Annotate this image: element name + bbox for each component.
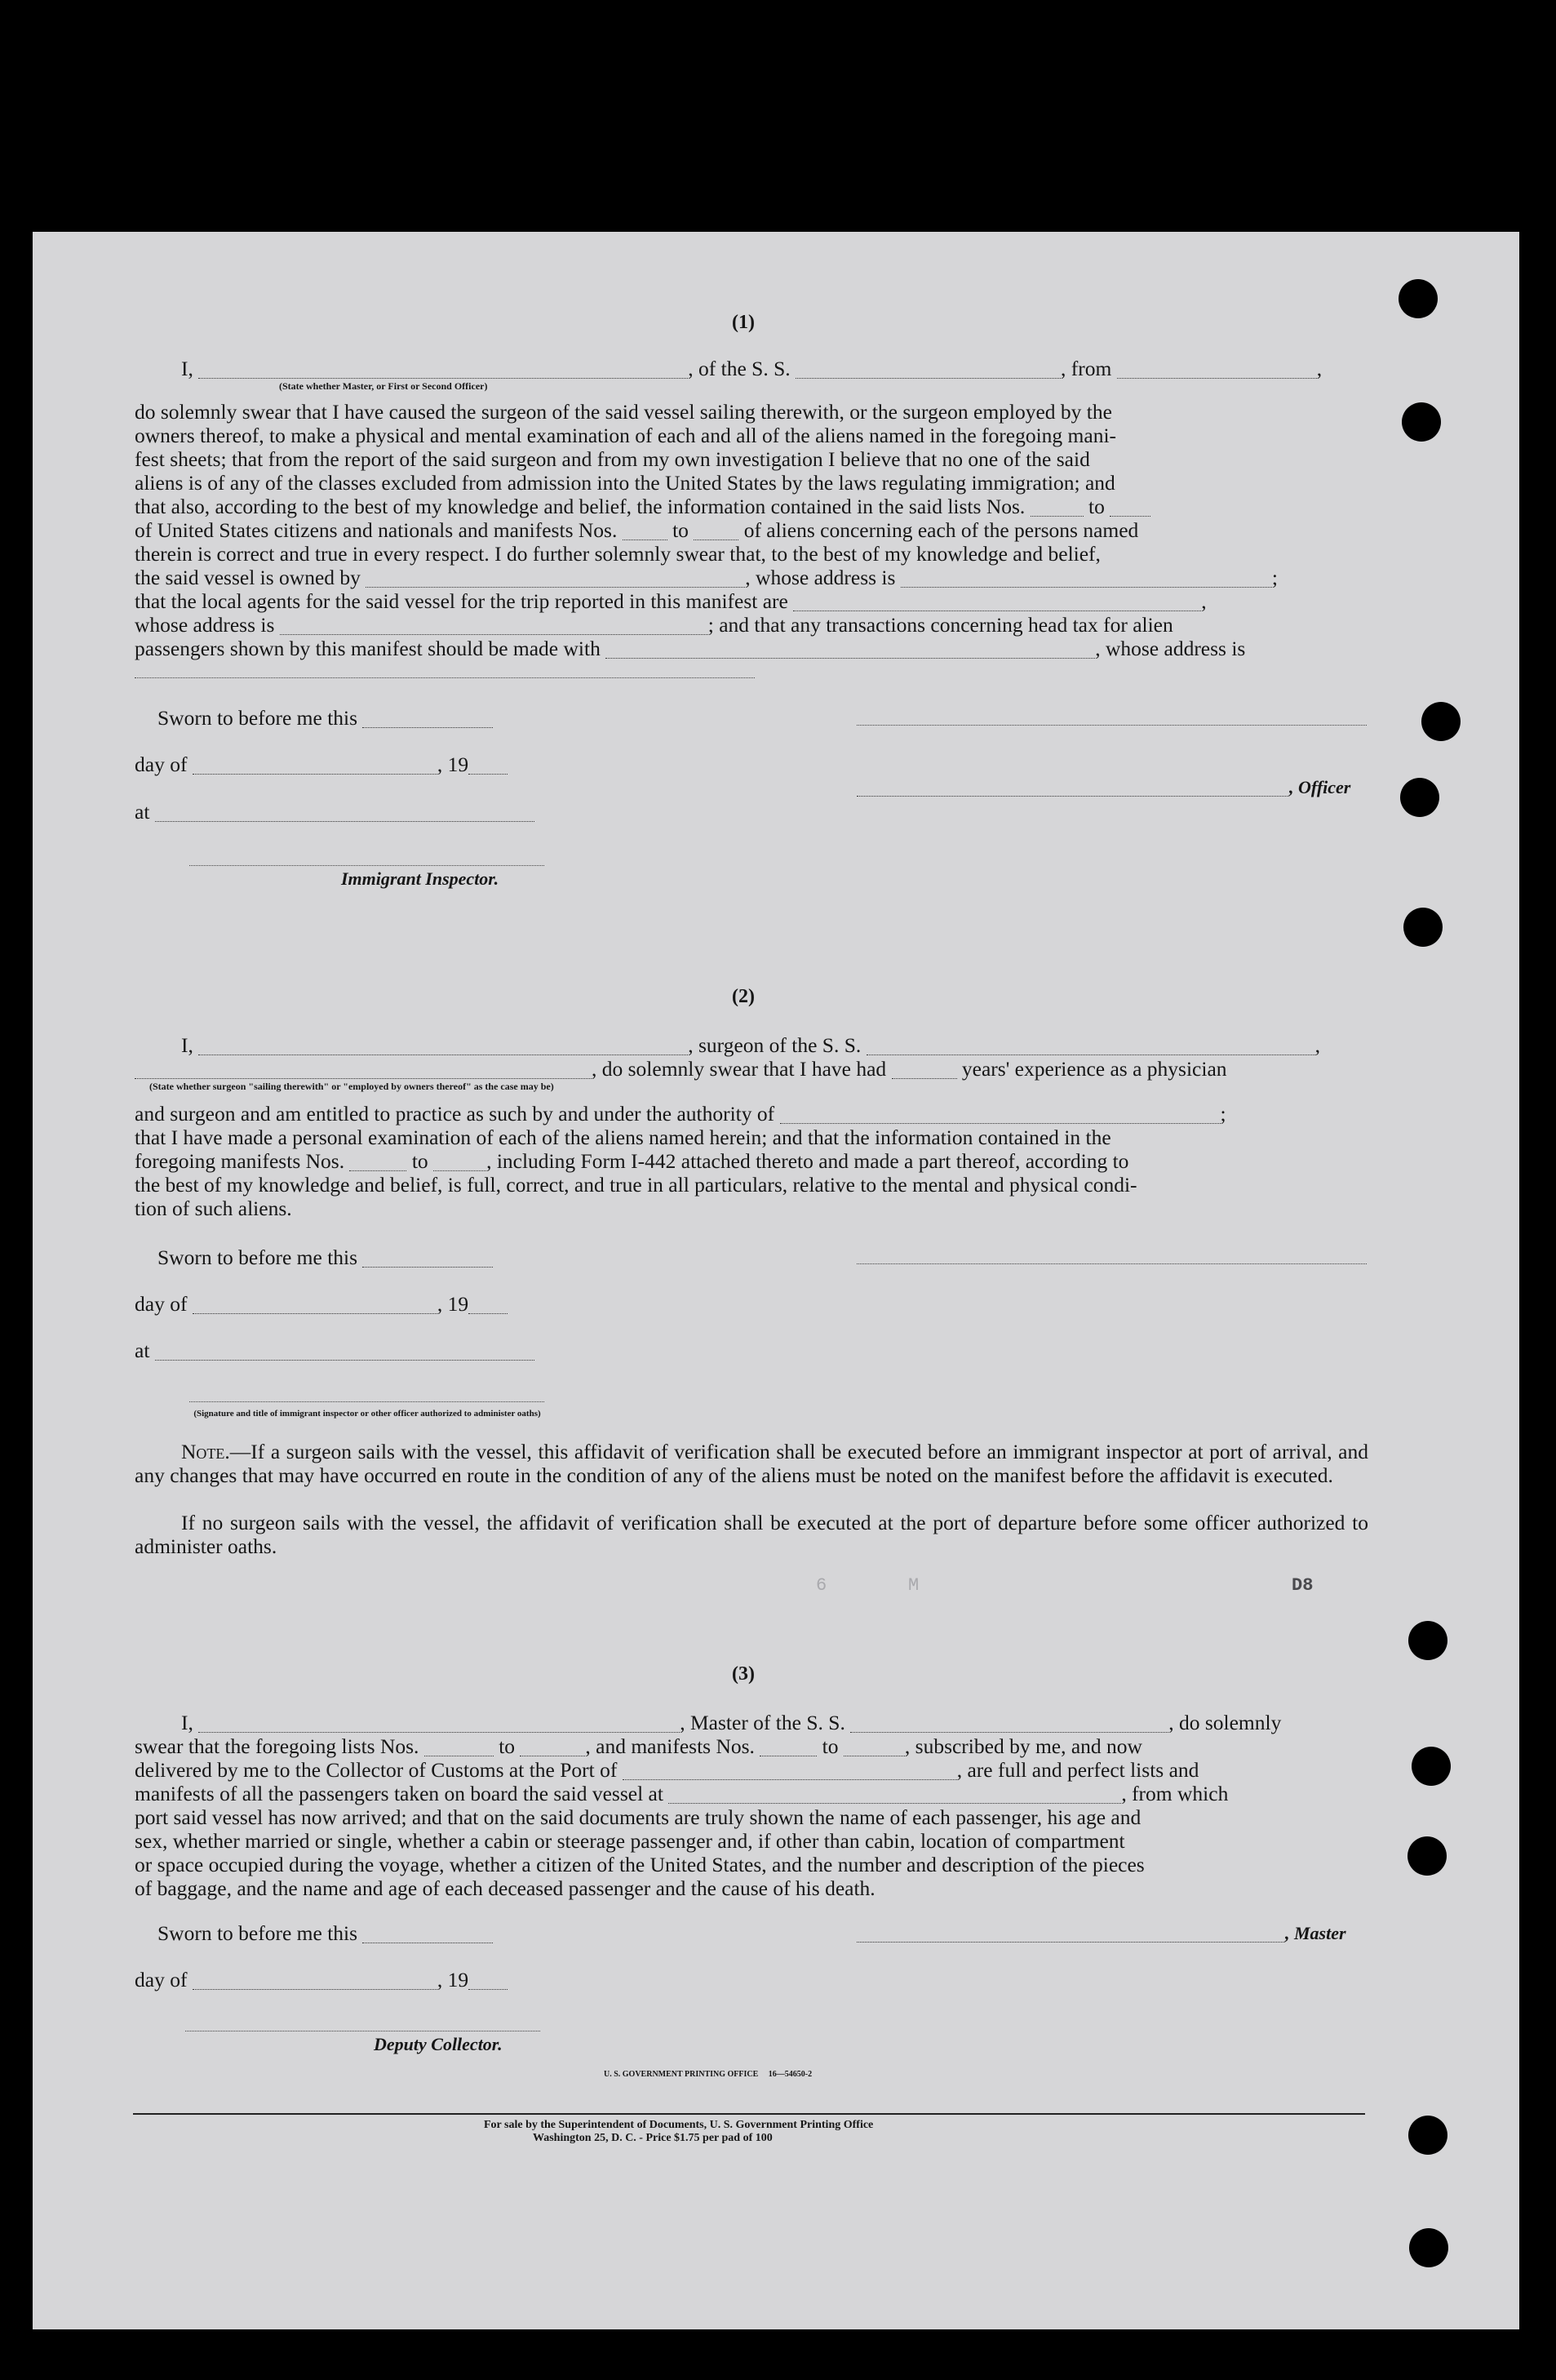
year-field-2[interactable] <box>468 1293 508 1315</box>
at-place-field[interactable] <box>155 801 534 823</box>
sworn-date-field[interactable] <box>362 707 493 729</box>
section-1-oath-text: do solemnly swear that I have caused the surgeon of the said vessel sailing therewith, or the surgeon employed by the owners thereof, to make a physical and mental examination of each and all of the aliens named in the foregoing mani- fest sheets; that from the report of the said surgeon and from my own investigation I believe that no one of the said aliens is of any of the classes excluded from admission into the United States by the laws regulating immigration; and that also, according to the best of my knowledge and belief, the information contained in the said lists Nos. to of United States citizens and nationals and manifests Nos. to of aliens concerning each of the persons named therein is correct and true in every respect. I do further solemnly swear that, to the best of my knowledge and belief, the said vessel is owned by , whose address is ; that the local agents for the said vessel for the trip reported in this manifest are , whose address is ; and that any transactions concerning head tax for alien passengers shown by this manifest should be made with , whose address is <box>135 400 1278 660</box>
footer-sale-line: For sale by the Superintendent of Documents, U. S. Government Printing Office <box>484 2119 874 2131</box>
sworn-date-field-2[interactable] <box>362 1246 493 1268</box>
day-line-3: day of , 19 <box>135 1968 508 1992</box>
at-line-2: at <box>135 1339 534 1363</box>
surgeon-status-field[interactable] <box>135 1058 592 1080</box>
binder-hole <box>1402 402 1441 442</box>
section-1-number: (1) <box>732 312 755 333</box>
day-of-field-3[interactable] <box>193 1969 437 1991</box>
years-experience-field[interactable] <box>892 1058 957 1080</box>
section-1-header-line: I, , of the S. S. , from , <box>181 357 1323 380</box>
officer-signature-line[interactable] <box>857 725 1367 726</box>
officer-signature-field[interactable] <box>857 783 1289 797</box>
sworn-line-2: Sworn to before me this <box>157 1246 493 1270</box>
practice-authority-field[interactable] <box>780 1103 1221 1125</box>
manifests-from-field[interactable] <box>760 1735 817 1757</box>
surgeon-manifest-to-field[interactable] <box>433 1150 486 1172</box>
immigrant-inspector-label: Immigrant Inspector. <box>341 868 499 889</box>
port-from-field[interactable] <box>1117 357 1317 380</box>
lists-to-field[interactable] <box>520 1735 585 1757</box>
alien-manifest-to-field[interactable] <box>694 519 738 541</box>
surgeon-manifest-from-field[interactable] <box>349 1150 406 1172</box>
manifests-to-field[interactable] <box>844 1735 905 1757</box>
sworn-date-field-3[interactable] <box>362 1922 493 1944</box>
binder-hole <box>1409 2228 1448 2267</box>
year-field-3[interactable] <box>468 1969 508 1991</box>
surgeon-name-field[interactable] <box>198 1034 688 1056</box>
master-line: , Master <box>857 1923 1346 1944</box>
binder-hole <box>1399 279 1438 318</box>
officer-line: , Officer <box>857 777 1350 798</box>
day-of-field[interactable] <box>193 753 437 775</box>
at-place-field-2[interactable] <box>155 1339 534 1361</box>
head-tax-contact-field[interactable] <box>605 637 1095 659</box>
section-3-number: (3) <box>732 1663 755 1685</box>
owner-address-field[interactable] <box>901 566 1272 588</box>
alien-manifest-from-field[interactable] <box>623 519 667 541</box>
deputy-collector-label: Deputy Collector. <box>374 2034 503 2054</box>
vessel-owner-field[interactable] <box>366 566 745 588</box>
year-field[interactable] <box>468 753 508 775</box>
footer-divider <box>133 2113 1365 2115</box>
citizen-list-to-field[interactable] <box>1110 495 1150 517</box>
oath-officer-signature-line[interactable] <box>189 1401 544 1402</box>
officer-title-note: (State whether Master, or First or Second Officer) <box>279 380 488 392</box>
surgeon-status-note: (State whether surgeon "sailing therewith" or "employed by owners thereof" as the case may be) <box>149 1081 554 1092</box>
day-of-field-2[interactable] <box>193 1293 437 1315</box>
footer-price-line: Washington 25, D. C. - Price $1.75 per pad of 100 <box>533 2132 773 2144</box>
surgeon-signature-line[interactable] <box>857 1263 1367 1264</box>
section-3-header-line: I, , Master of the S. S. , do solemnly <box>181 1711 1282 1734</box>
gpo-imprint: U. S. GOVERNMENT PRINTING OFFICE 16—54650-2 <box>604 2070 813 2079</box>
master-signature-field[interactable] <box>857 1929 1285 1943</box>
vessel-name-field[interactable] <box>796 357 1061 380</box>
section-2-experience-line: , do solemnly swear that I have had years' experience as a physician <box>135 1057 1227 1081</box>
binder-hole <box>1408 2116 1447 2155</box>
binder-hole <box>1400 778 1439 817</box>
master-vessel-field[interactable] <box>850 1712 1168 1734</box>
section-3-oath-text: swear that the foregoing lists Nos. to , and manifests Nos. to , subscribed by me, and now delivered by me to the Collector of Customs at the Port of , are full and perfect lists and manifests of all the passengers taken on board the said vessel at , from which port said vessel has now arrived; and that on the said documents are truly shown the name of each passenger, his age and sex, whether married or single, whether a cabin or steerage passenger and, if other than cabin, location of compartment or space occupied during the voyage, whether a citizen of the United States, and the number and description of the pieces of baggage, and the name and age of each deceased passenger and the cause of his death. <box>135 1734 1229 1900</box>
binder-hole <box>1407 1836 1447 1876</box>
day-line-1: day of , 19 <box>135 753 508 777</box>
bleed-through-text: D8 <box>1292 1575 1314 1596</box>
day-line-2: day of , 19 <box>135 1292 508 1317</box>
boarding-port-field[interactable] <box>668 1783 1121 1805</box>
customs-port-field[interactable] <box>623 1759 957 1781</box>
binder-hole <box>1403 908 1443 947</box>
binder-hole <box>1412 1747 1451 1786</box>
agents-address-field[interactable] <box>280 614 708 636</box>
local-agents-field[interactable] <box>793 590 1201 612</box>
lists-from-field[interactable] <box>424 1735 494 1757</box>
surgeon-vessel-field[interactable] <box>867 1034 1315 1056</box>
binder-hole <box>1408 1621 1447 1660</box>
sworn-line-3: Sworn to before me this <box>157 1921 493 1946</box>
signature-title-note: (Signature and title of immigrant inspector or other officer authorized to administer oaths) <box>193 1409 541 1419</box>
note-paragraph-2: If no surgeon sails with the vessel, the affidavit of verification shall be executed at the port of departure before some officer authorized to administer oaths. <box>135 1511 1368 1558</box>
at-line-1: at <box>135 800 534 824</box>
sworn-line-1: Sworn to before me this <box>157 706 493 730</box>
officer-name-field[interactable] <box>198 357 688 380</box>
section-2-number: (2) <box>732 986 755 1007</box>
master-name-field[interactable] <box>198 1712 680 1734</box>
note-paragraph-1: Note.—If a surgeon sails with the vessel, this affidavit of verification shall be executed before an immigrant inspector at port of arrival, and any changes that may have occurred en route in the condition of any of the aliens must be noted on the manifest before the affidavit is executed. <box>135 1440 1368 1487</box>
bleed-through-text: M <box>908 1575 920 1596</box>
citizen-list-from-field[interactable] <box>1031 495 1084 517</box>
section-2-oath-text: and surgeon and am entitled to practice as such by and under the authority of ; that I have made a personal examination of each of the aliens named herein; and that the information contained in the foregoing manifests Nos. to , including Form I-442 attached thereto and made a part thereof, according to the best of my knowledge and belief, is full, correct, and true in all particulars, relative to the mental and physical condi- tion of such aliens. <box>135 1102 1226 1220</box>
bleed-through-text: 6 <box>816 1575 827 1596</box>
binder-hole <box>1421 702 1461 741</box>
section-2-header-line: I, , surgeon of the S. S. , <box>181 1033 1321 1057</box>
note-label: Note. <box>181 1440 230 1463</box>
inspector-signature-line[interactable] <box>189 865 544 866</box>
